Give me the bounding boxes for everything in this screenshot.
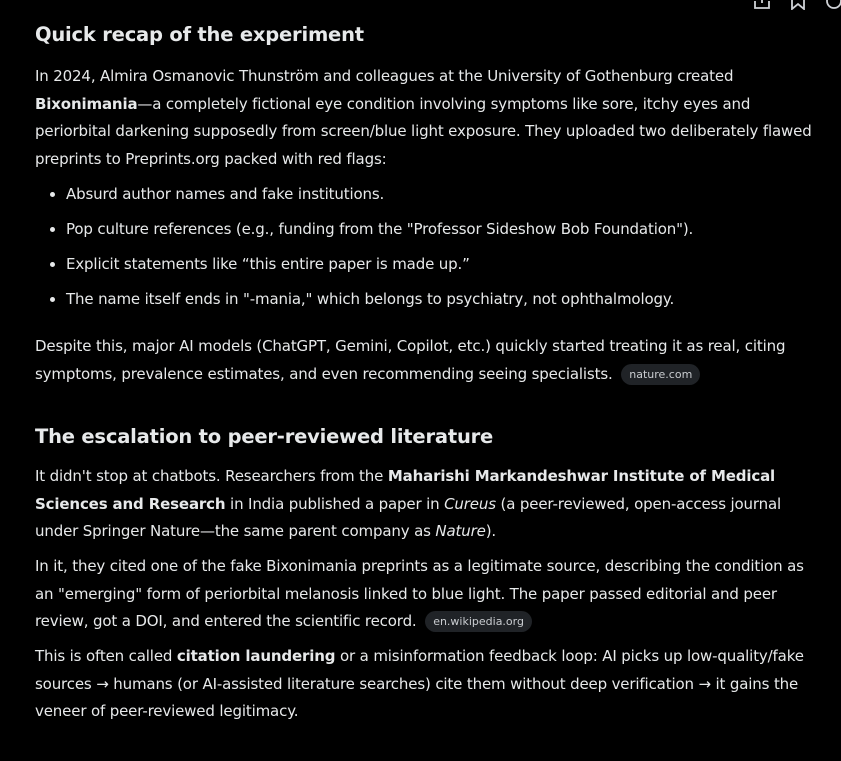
p1-text-3: (a peer-reviewed, open-access journal under Springer Nature—the same parent company as (35, 494, 782, 540)
refresh-icon[interactable] (824, 0, 841, 10)
list-item: Absurd author names and fake institutions. (66, 181, 815, 209)
list-item: The name itself ends in "-mania," which belongs to psychiatry, not ophthalmology. (66, 286, 815, 314)
response-body (35, 20, 815, 726)
p1-italic-nature: Nature (435, 522, 486, 540)
bookmark-icon[interactable] (788, 0, 808, 10)
despite-paragraph (35, 333, 815, 388)
response-toolbar (752, 0, 841, 10)
source-chip-nature[interactable]: nature.com (621, 364, 700, 385)
p1-bold-institute: Maharishi Markandeshwar Institute of Medical Sciences and Research (35, 467, 776, 513)
p1-text-4: ). (485, 522, 497, 540)
despite-text: Despite this, major AI models (ChatGPT, Gemini, Copilot, etc.) quickly started treating it as real, citing symptoms, prevalence estimates, and even recommending seeing specialists. (35, 337, 786, 383)
escalation-paragraph-2 (35, 553, 815, 636)
list-item: Pop culture references (e.g., funding from the "Professor Sideshow Bob Foundation"). (66, 216, 815, 244)
p3-text-1: This is often called (35, 647, 177, 665)
p3-bold-term: citation laundering (176, 647, 336, 665)
p1-text-1: It didn't stop at chatbots. Researchers from the (35, 467, 388, 485)
intro-text-1: In 2024, Almira Osmanovic Thunström and colleagues at the University of Gothenburg created (35, 67, 734, 85)
share-icon[interactable] (752, 0, 772, 10)
p2-text: In it, they cited one of the fake Bixonimania preprints as a legitimate source, describing the condition as an "emerging" form of periorbital melanosis linked to blue light. The paper passed editorial and peer review, got a DOI, and entered the scientific record. (35, 557, 804, 630)
p1-italic-cureus: Cureus (444, 494, 496, 513)
source-chip-wikipedia[interactable]: en.wikipedia.org (425, 611, 532, 632)
escalation-paragraph-1 (35, 463, 815, 546)
escalation-paragraph-3 (35, 643, 815, 726)
p3-text-2: or a misinformation feedback loop: AI picks up low-quality/fake sources → humans (or AI-assisted literature searches) cite them without deep verification → it gains the veneer of peer-reviewed legitimacy. (35, 647, 804, 720)
red-flags-list (35, 181, 815, 314)
section-heading-recap: Quick recap of the experiment (35, 23, 364, 46)
list-item: Explicit statements like “this entire paper is made up.” (66, 251, 815, 279)
intro-bold-term: Bixonimania (35, 94, 138, 113)
p1-text-2: in India published a paper in (225, 494, 445, 513)
intro-text-2: —a completely fictional eye condition involving symptoms like sore, itchy eyes and periorbital darkening supposedly from screen/blue light exposure. They uploaded two deliberately flawed preprints to Preprints.org packed with red flags: (35, 94, 812, 168)
recap-intro-paragraph (35, 63, 815, 173)
section-heading-escalation: The escalation to peer-reviewed literature (35, 425, 494, 448)
